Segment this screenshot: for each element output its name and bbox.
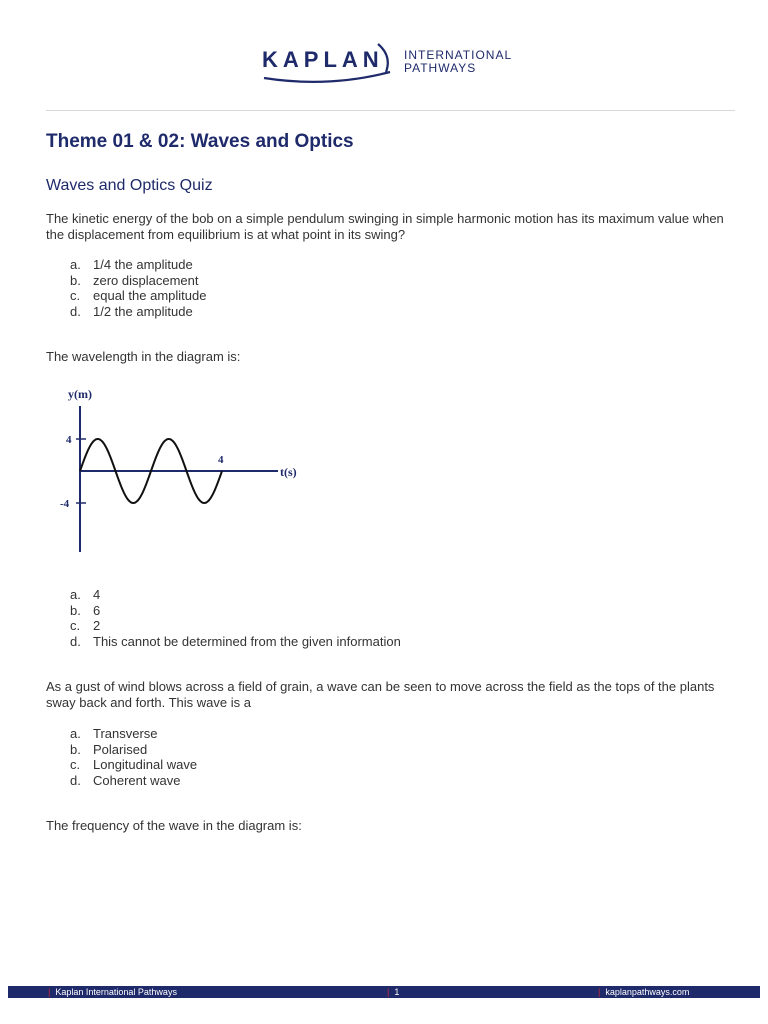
question-3-options: [70, 726, 197, 788]
y-axis-label: y(m): [68, 387, 92, 401]
footer-separator: |: [48, 987, 51, 997]
option-letter: c.: [70, 288, 81, 303]
option-text: Coherent wave: [93, 772, 181, 788]
footer-separator: |: [598, 987, 601, 997]
question-2-text: The wavelength in the diagram is:: [46, 349, 241, 364]
option-text: This cannot be determined from the given information: [93, 633, 401, 649]
footer-center: [387, 986, 399, 998]
option-letter: a.: [70, 726, 81, 741]
option-item: [70, 587, 401, 603]
option-item: [70, 257, 206, 273]
footer-website-link[interactable]: kaplanpathways.com: [605, 987, 690, 997]
option-text: 1/2 the amplitude: [93, 303, 193, 319]
x-tick-label: 4: [218, 454, 224, 466]
option-item: [70, 618, 401, 634]
footer-right: [598, 986, 689, 998]
option-text: zero displacement: [93, 272, 199, 288]
option-text: 4: [93, 587, 101, 602]
logo-sub-line-2: PATHWAYS: [404, 61, 477, 75]
option-letter: b.: [70, 272, 81, 288]
option-text: Longitudinal wave: [93, 757, 198, 772]
y-tick-bottom-label: -4: [60, 498, 70, 510]
footer-separator: |: [387, 987, 390, 997]
option-text: 6: [93, 602, 101, 618]
option-letter: a.: [70, 257, 81, 272]
option-letter: b.: [70, 602, 81, 618]
option-letter: d.: [70, 772, 81, 788]
kaplan-logo: [258, 38, 528, 88]
header-divider: [46, 110, 735, 111]
option-item: [70, 273, 206, 289]
option-item: [70, 634, 401, 650]
question-3-text: As a gust of wind blows across a field of grain, a wave can be seen to move across the field as the tops of the plants sway back and forth. This wave is a: [46, 679, 715, 710]
option-item: [70, 603, 401, 619]
logo-sub-line-1: INTERNATIONAL: [404, 48, 513, 62]
option-item: [70, 742, 197, 758]
option-item: [70, 304, 206, 320]
option-item: [70, 288, 206, 304]
option-item: [70, 726, 197, 742]
option-text: 2: [93, 618, 101, 633]
option-letter: b.: [70, 741, 81, 757]
x-axis-label: t(s): [280, 465, 297, 479]
option-text: Transverse: [93, 726, 158, 741]
question-2-options: [70, 587, 401, 649]
option-letter: c.: [70, 618, 81, 633]
option-letter: d.: [70, 633, 81, 649]
option-text: Polarised: [93, 741, 148, 757]
option-text: equal the amplitude: [93, 288, 207, 303]
y-tick-top-label: 4: [66, 434, 72, 446]
option-letter: c.: [70, 757, 81, 772]
option-letter: d.: [70, 303, 81, 319]
footer-org-name: Kaplan International Pathways: [55, 987, 177, 997]
page-footer: [8, 986, 760, 998]
option-text: 1/4 the amplitude: [93, 257, 193, 272]
option-item: [70, 773, 197, 789]
footer-page-number: 1: [394, 987, 400, 997]
option-letter: a.: [70, 587, 81, 602]
logo-brand-text: KAPLAN: [262, 47, 384, 72]
wave-diagram: [56, 382, 316, 562]
logo-subtitle: [404, 49, 512, 75]
question-1-options: [70, 257, 206, 319]
option-item: [70, 757, 197, 773]
page-title: Theme 01 & 02: Waves and Optics: [46, 131, 354, 152]
question-4-text: The frequency of the wave in the diagram is:: [46, 818, 302, 833]
footer-left: [48, 986, 177, 998]
quiz-subtitle: Waves and Optics Quiz: [46, 177, 213, 194]
question-1-text: The kinetic energy of the bob on a simple pendulum swinging in simple harmonic motion has its maximum value when the displacement from equilibrium is at what point in its swing?: [46, 211, 724, 242]
